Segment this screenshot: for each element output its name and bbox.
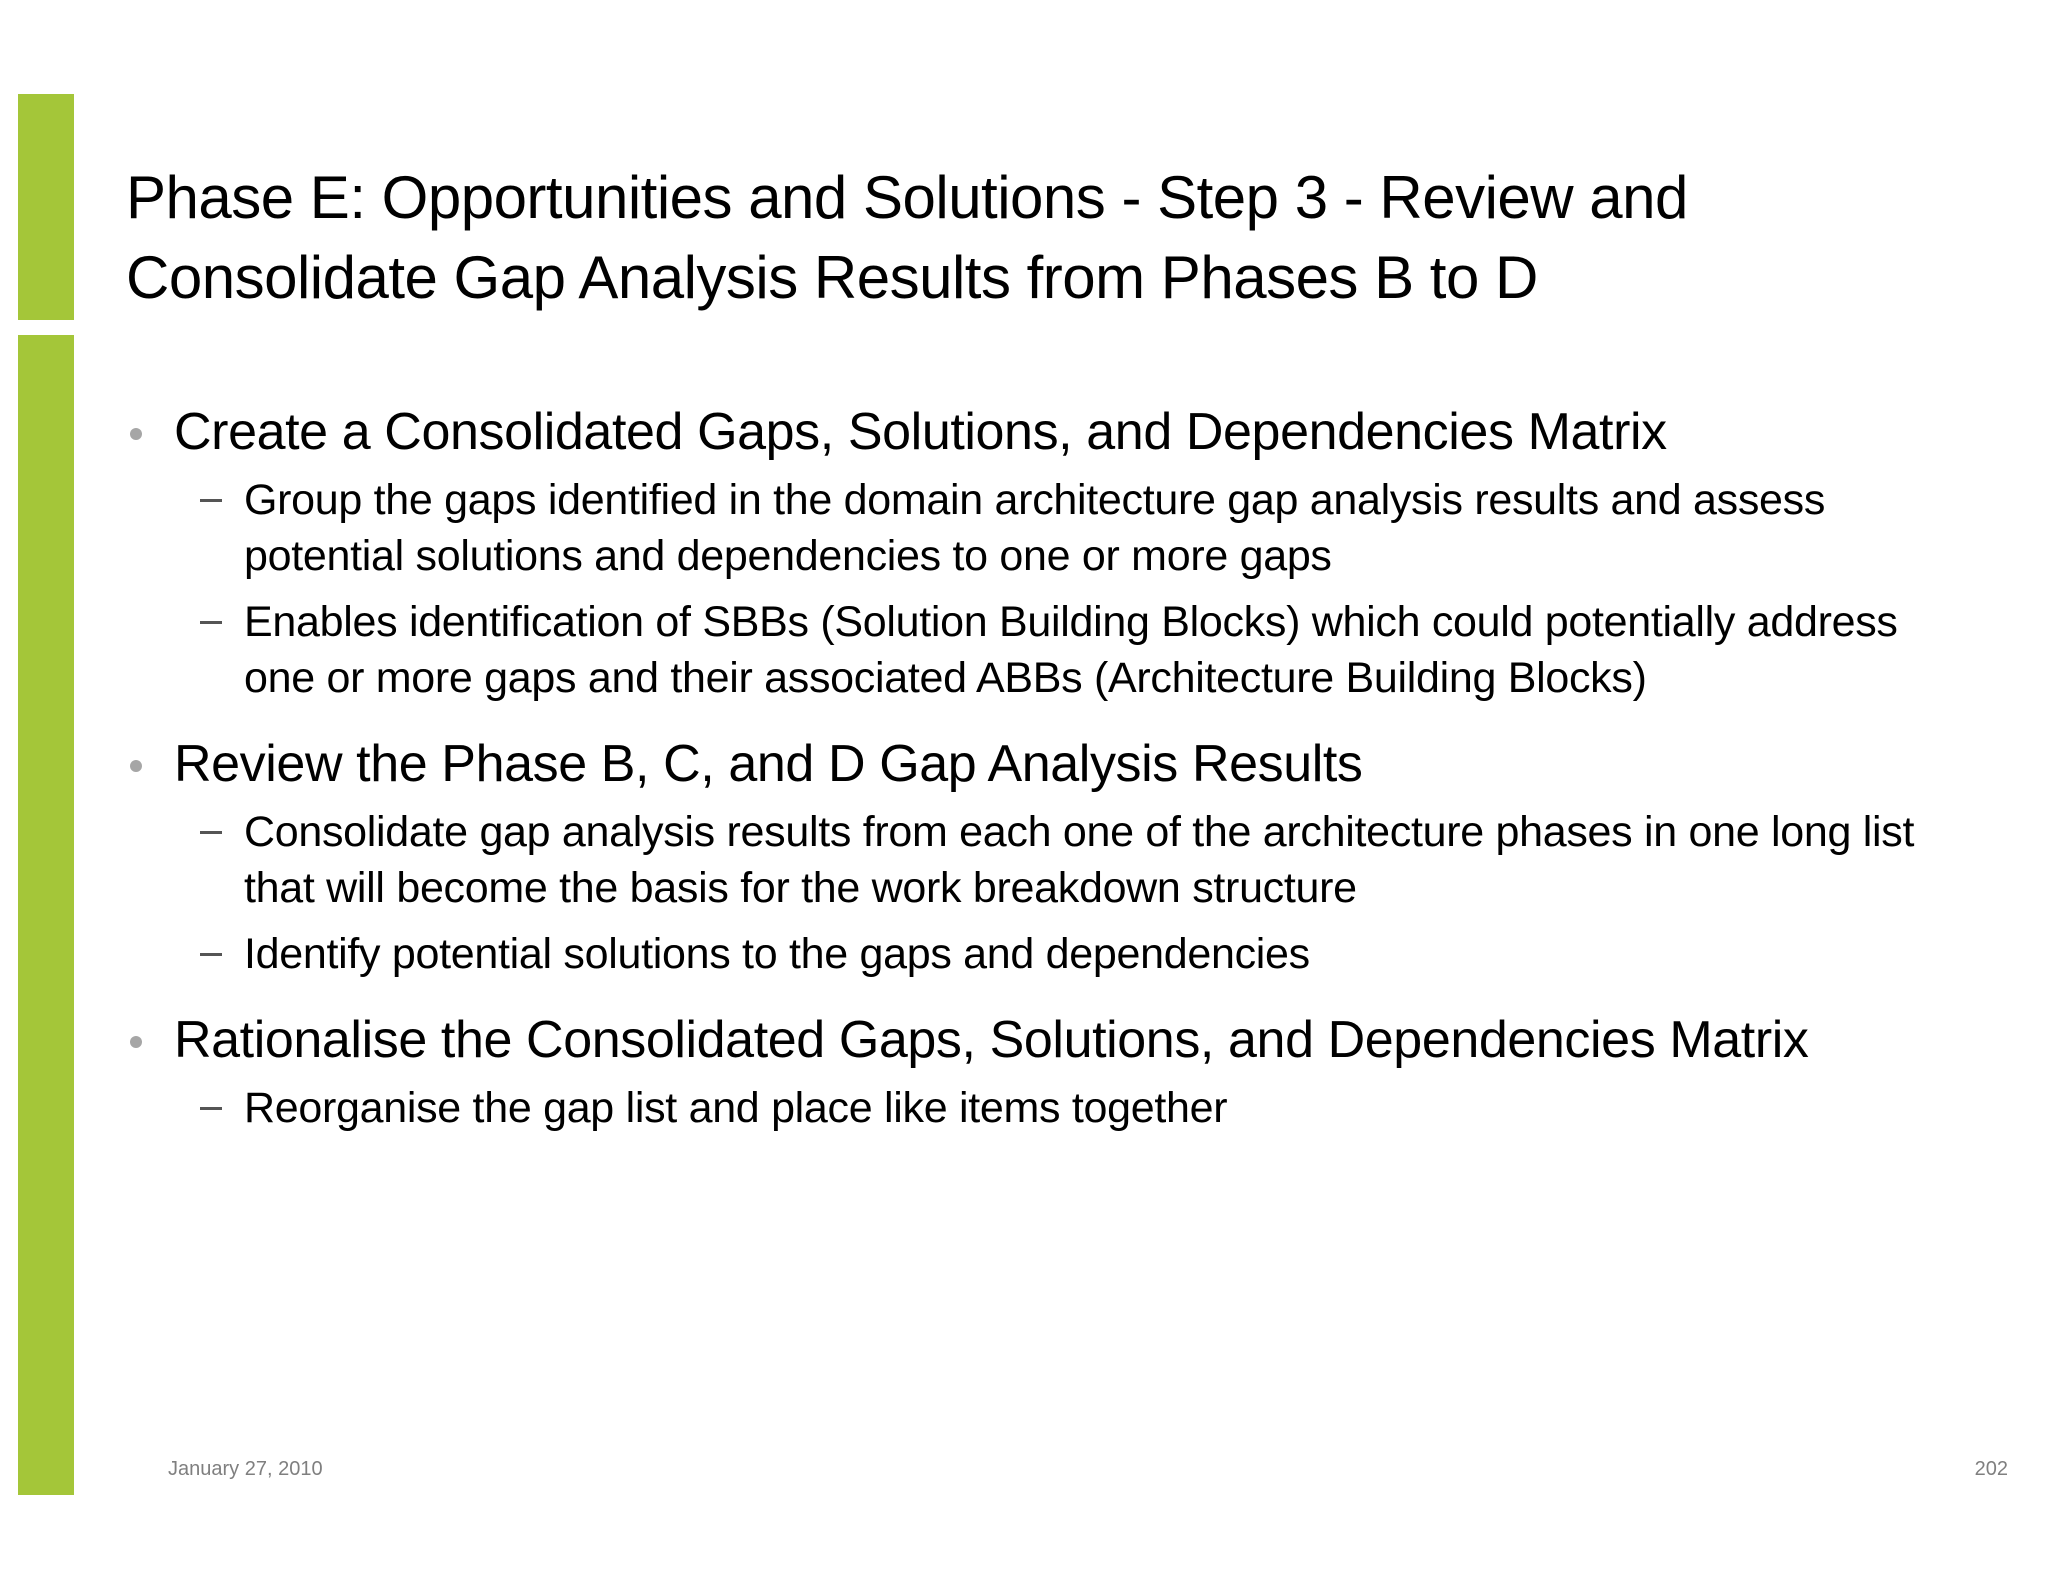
bullet-item — [130, 732, 1930, 982]
sub-list — [174, 804, 1930, 982]
bullet-dot-icon — [130, 1036, 142, 1048]
sub-list — [174, 472, 1930, 706]
sub-item-text: Reorganise the gap list and place like items together — [244, 1084, 1228, 1132]
bullet-item — [130, 400, 1930, 706]
sub-item — [244, 926, 1930, 982]
sub-item-text: Group the gaps identified in the domain architecture gap analysis results and assess potential solutions and dependencies to one or more gaps — [244, 476, 1826, 580]
dash-icon — [200, 1107, 222, 1110]
sub-item-text: Identify potential solutions to the gaps and dependencies — [244, 930, 1310, 978]
accent-bar-bottom — [18, 335, 74, 1495]
sub-list — [174, 1080, 1930, 1136]
dash-icon — [200, 499, 222, 502]
bullet-dot-icon — [130, 760, 142, 772]
dash-icon — [200, 831, 222, 834]
accent-bar-top — [18, 94, 74, 320]
bullet-dot-icon — [130, 428, 142, 440]
bullet-text: Rationalise the Consolidated Gaps, Solutions, and Dependencies Matrix — [174, 1011, 1809, 1069]
sub-item-text: Consolidate gap analysis results from each one of the architecture phases in one long list that will become the basis for the work breakdown structure — [244, 808, 1915, 912]
slide-title: Phase E: Opportunities and Solutions - Step 3 - Review and Consolidate Gap Analysis Results from Phases B to D — [126, 164, 1688, 311]
bullet-text: Review the Phase B, C, and D Gap Analysis Results — [174, 735, 1363, 793]
sub-item — [244, 804, 1930, 916]
sub-item — [244, 1080, 1930, 1136]
sub-item — [244, 472, 1930, 584]
sub-item-text: Enables identification of SBBs (Solution Building Blocks) which could potentially address one or more gaps and their associated ABBs (Architecture Building Blocks) — [244, 598, 1898, 702]
bullet-item — [130, 1008, 1930, 1136]
sub-item — [244, 594, 1930, 706]
footer-date: January 27, 2010 — [168, 1458, 323, 1480]
dash-icon — [200, 621, 222, 624]
bullet-text: Create a Consolidated Gaps, Solutions, and Dependencies Matrix — [174, 403, 1667, 461]
page-number: 202 — [1974, 1458, 2008, 1480]
slide-content — [130, 400, 1930, 1146]
dash-icon — [200, 953, 222, 956]
